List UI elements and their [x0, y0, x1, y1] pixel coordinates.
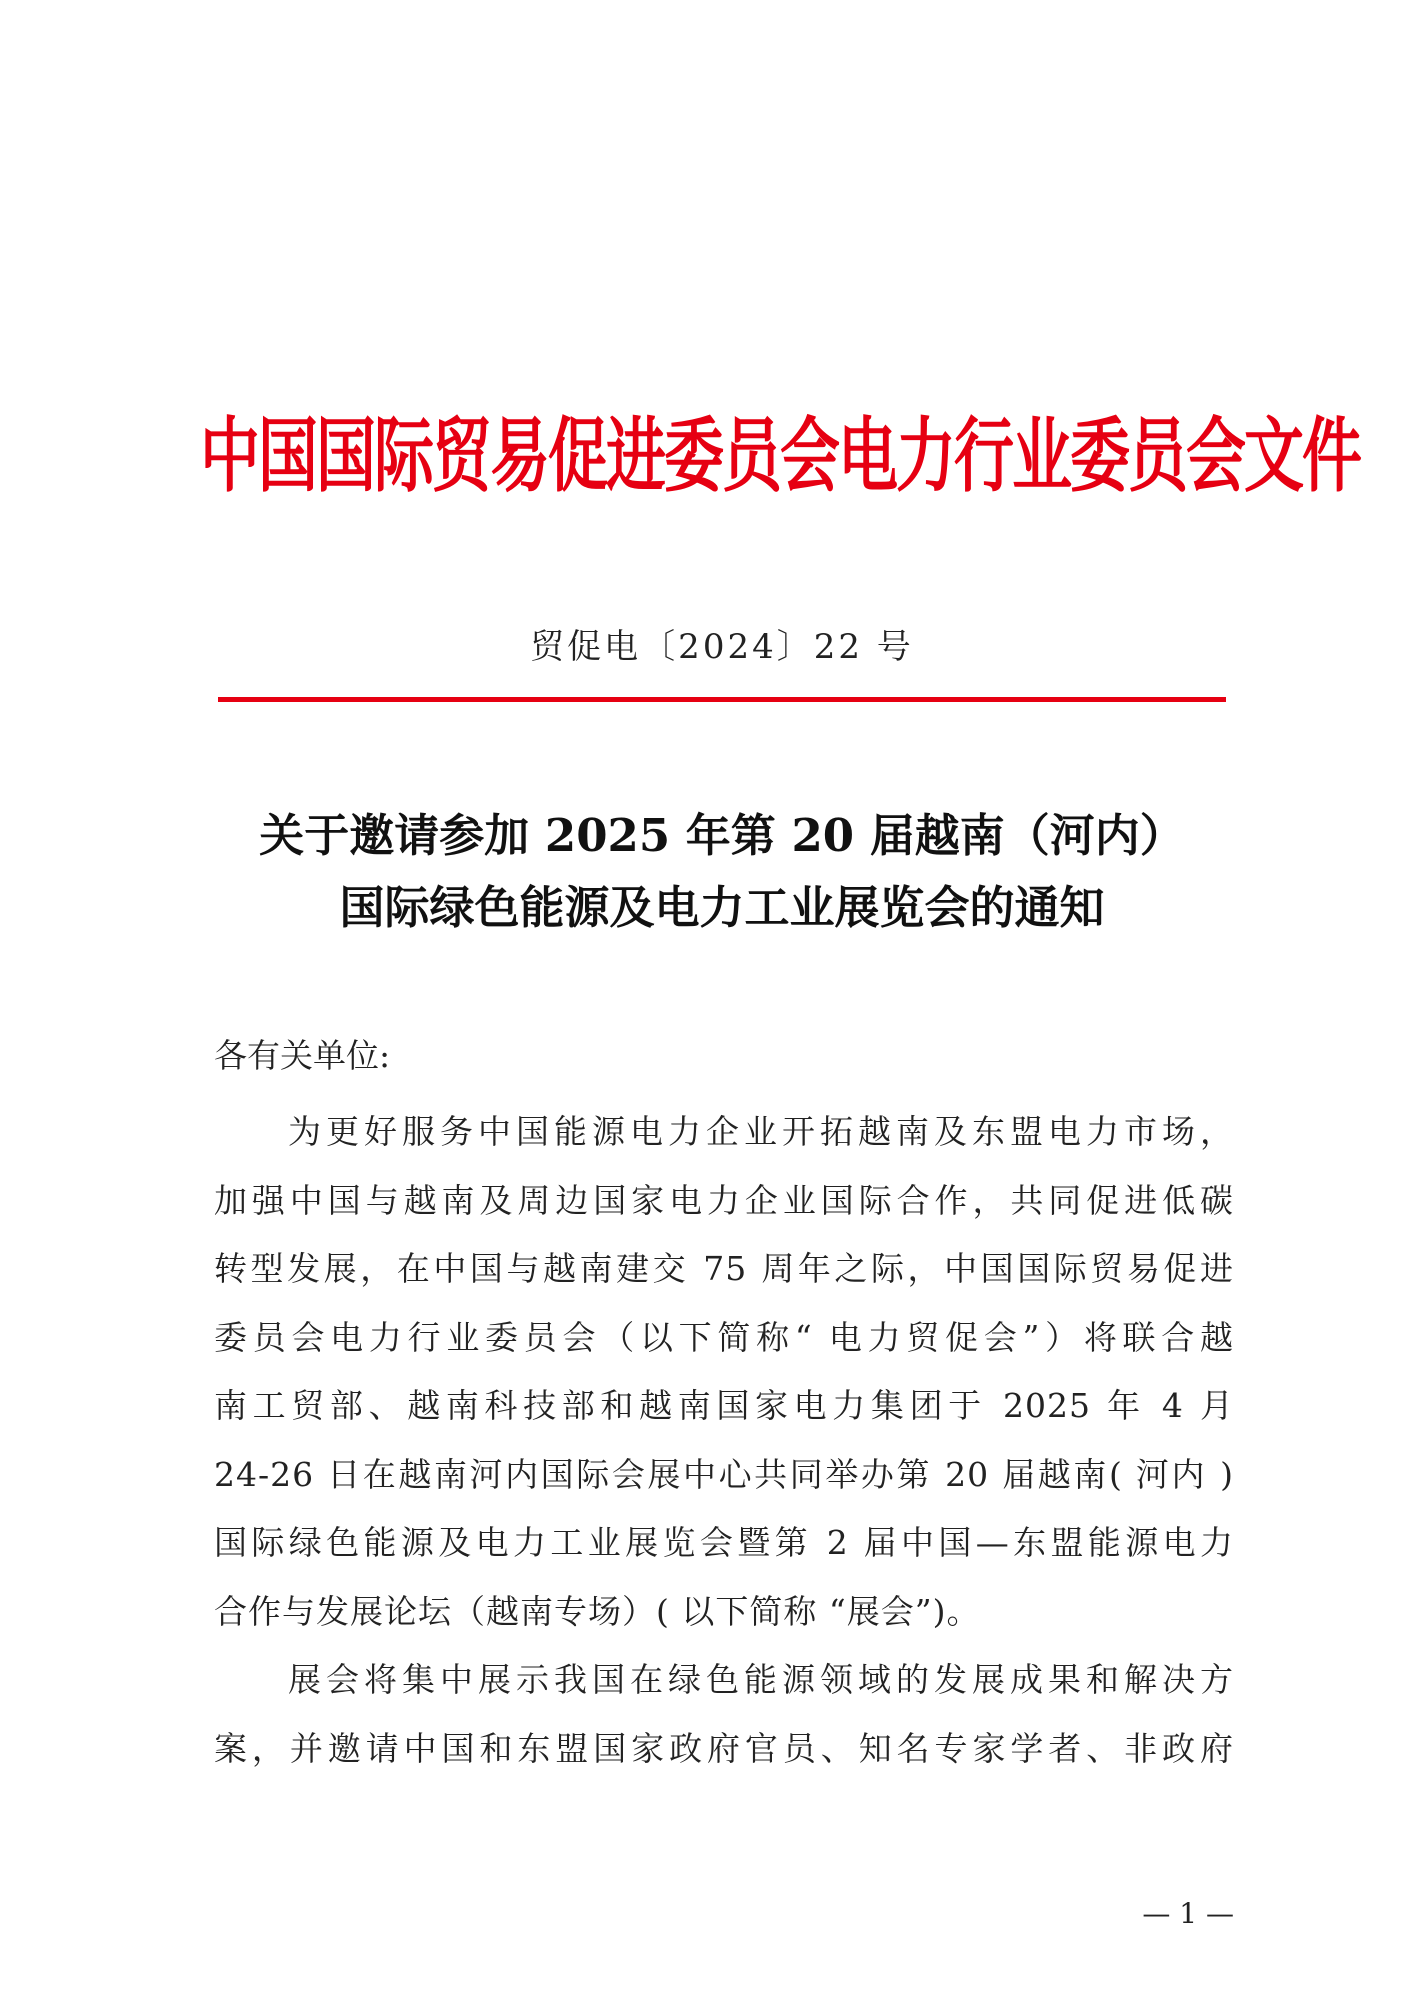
body-line: 委员会电力行业委员会（以下简称“ 电力贸促会”）将联合越 [214, 1317, 1234, 1357]
body-line: 南工贸部、越南科技部和越南国家电力集团于 2025 年 4 月 [214, 1386, 1234, 1425]
body-line: 合作与发展论坛（越南专场）( 以下简称 “展会”)。 [214, 1591, 981, 1631]
body-line: 为更好服务中国能源电力企业开拓越南及东盟电力市场， [288, 1112, 1234, 1151]
notice-title [200, 800, 1244, 944]
body-line: 国际绿色能源及电力工业展览会暨第 2 届中国—东盟能源电力 [214, 1523, 1234, 1562]
salutation: 各有关单位: [214, 1036, 391, 1075]
body-line: 展会将集中展示我国在绿色能源领域的发展成果和解决方 [288, 1660, 1234, 1699]
org-header-title: 中国国际贸易促进委员会电力行业委员会文件 [200, 409, 1360, 505]
page-number: — 1 — [1142, 1897, 1234, 1930]
body-text [214, 1098, 1234, 1783]
body-line: 案，并邀请中国和东盟国家政府官员、知名专家学者、非政府 [214, 1728, 1234, 1768]
document-number: 贸促电〔2024〕22 号 [530, 627, 914, 667]
red-divider-line [218, 697, 1226, 702]
body-line: 加强中国与越南及周边国家电力企业国际合作，共同促进低碳 [214, 1180, 1234, 1220]
notice-title-line-2: 国际绿色能源及电力工业展览会的通知 [339, 881, 1105, 934]
notice-title-line-1: 关于邀请参加 2025 年第 20 届越南（河内） [259, 809, 1185, 862]
body-line: 24-26 日在越南河内国际会展中心共同举办第 20 届越南( 河内 ) [214, 1454, 1234, 1494]
body-line: 转型发展，在中国与越南建交 75 周年之际，中国国际贸易促进 [214, 1249, 1234, 1288]
